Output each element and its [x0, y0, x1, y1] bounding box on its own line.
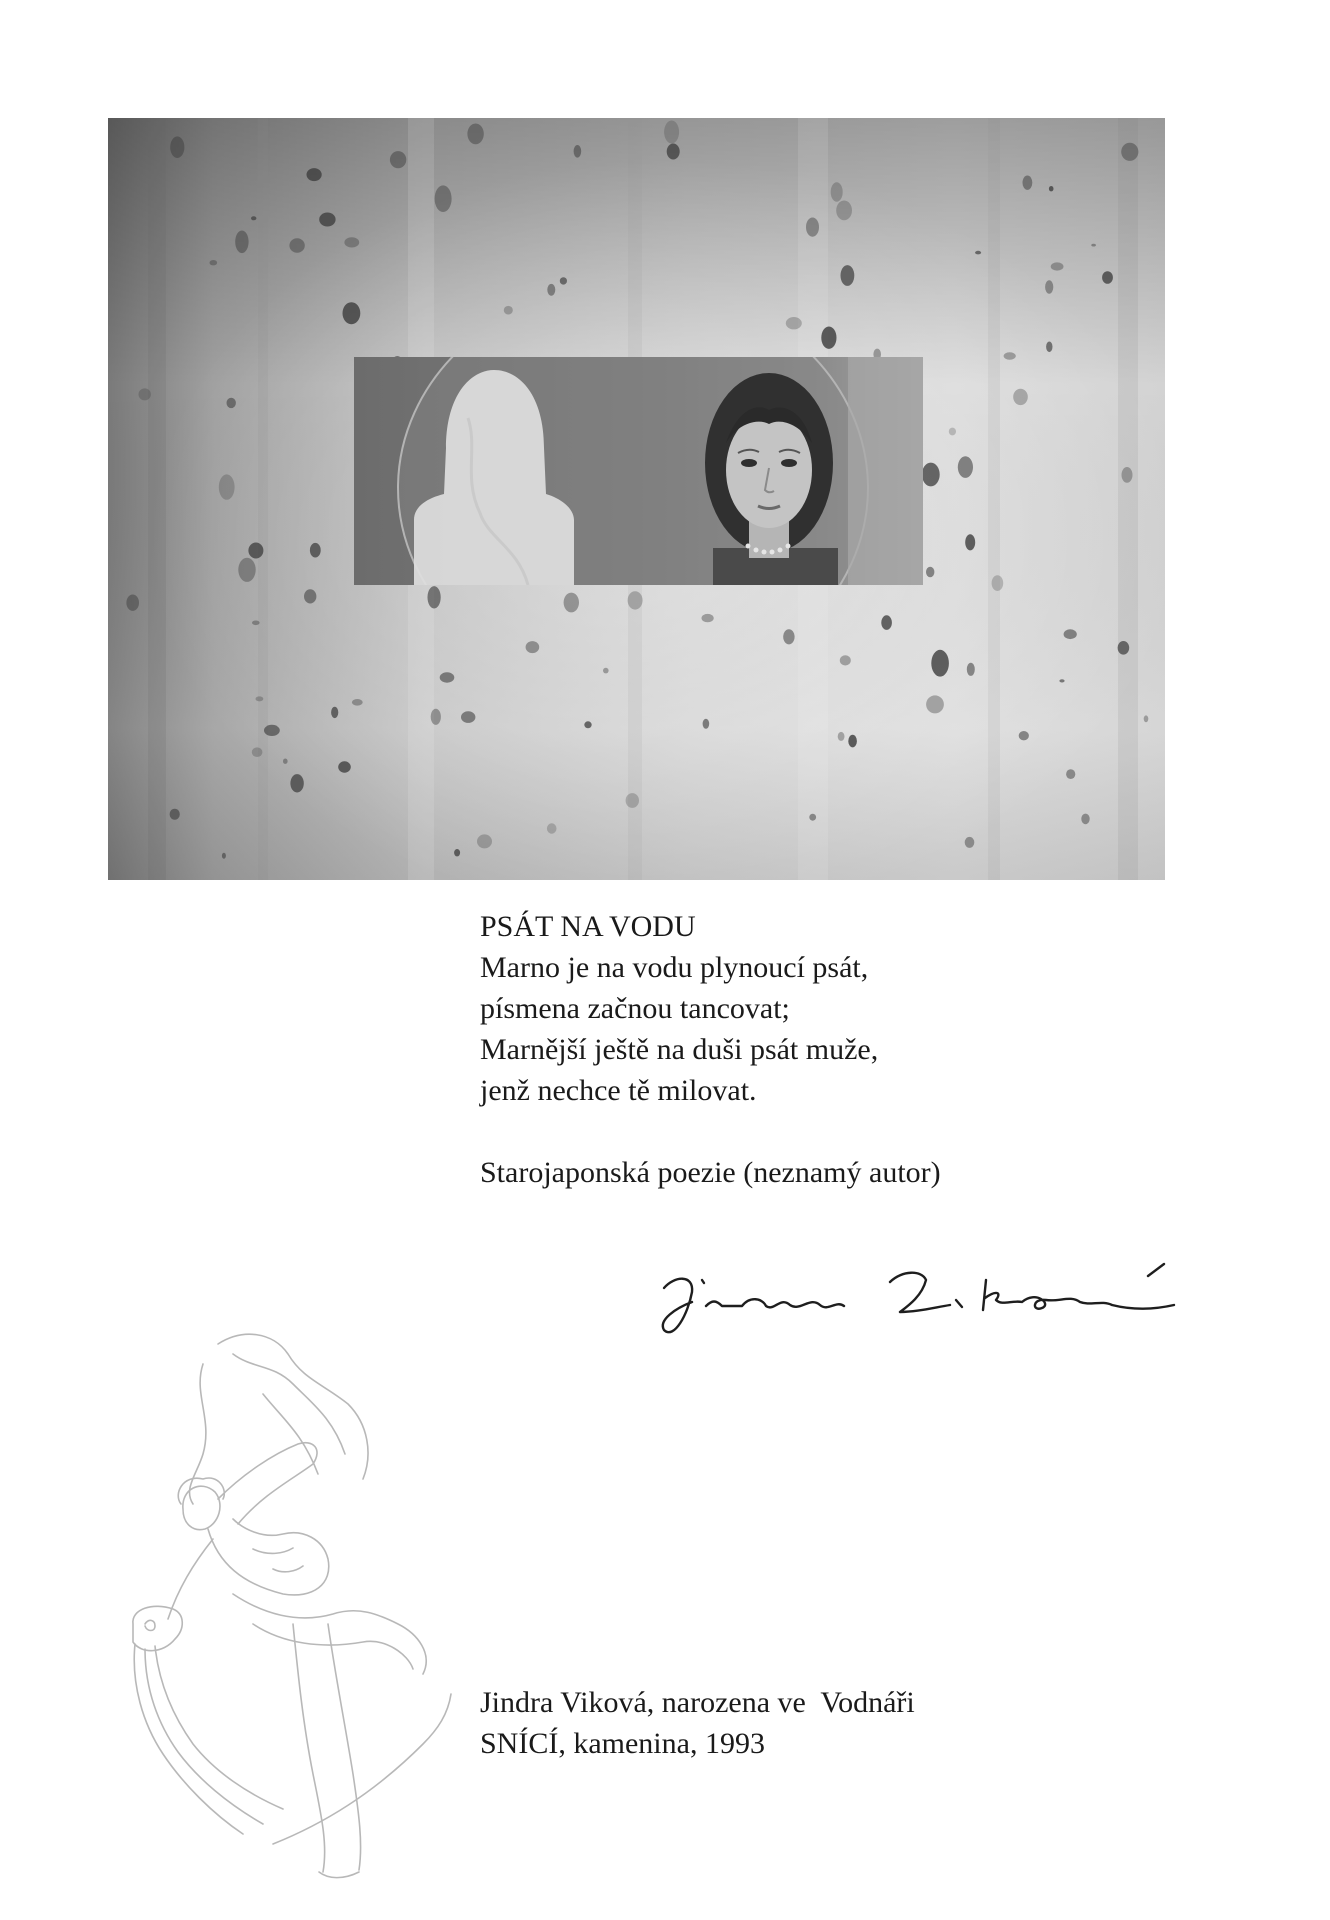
urn-rosette [145, 1620, 155, 1630]
stain-spot [1045, 280, 1053, 294]
stain-spot [290, 774, 303, 792]
poem-source: Starojaponská poezie (neznamý autor) [480, 1156, 941, 1189]
stain-spot [667, 144, 680, 160]
figure-arm-raised [218, 1443, 317, 1524]
stain-spot [222, 853, 226, 859]
stain-spot [139, 388, 151, 400]
poem-line: Marno je na vodu plynoucí psát, [480, 951, 869, 984]
stain-spot [1049, 186, 1054, 191]
streak [1118, 118, 1138, 880]
necklace-bead [770, 550, 775, 555]
aquarius-drawing [123, 1324, 453, 1884]
poem-line: písmena začnou tancovat; [480, 992, 790, 1025]
stain-spot [1004, 352, 1016, 359]
stain-spot [477, 834, 492, 848]
stain-spot [307, 168, 322, 181]
stain-spot [454, 849, 460, 856]
stain-spot [390, 151, 406, 168]
stain-spot [783, 629, 794, 644]
stain-spot [821, 327, 836, 349]
drapery-top [190, 1364, 206, 1504]
stain-spot [1019, 731, 1029, 740]
urn [133, 1606, 182, 1650]
figure-torso [208, 1519, 329, 1595]
water-stream [155, 1646, 283, 1809]
stain-spot [992, 575, 1004, 591]
stain-spot [628, 591, 643, 609]
artwork-caption [480, 1682, 1180, 1764]
stain-spot [461, 711, 475, 723]
poem-line: jenž nechce tě milovat. [480, 1074, 757, 1107]
handwritten-signature [650, 1250, 1180, 1350]
figure-hair [178, 1478, 224, 1504]
stain-spot [504, 306, 513, 315]
stain-spot [440, 672, 455, 682]
poem-line: Marnější ještě na duši psát muže, [480, 1033, 879, 1066]
figure-foot [319, 1872, 359, 1878]
stain-spot [219, 474, 235, 499]
stain-spot [1051, 262, 1064, 270]
stain-spot [1122, 467, 1133, 483]
signature-stroke [983, 1280, 1174, 1310]
poem-title: PSÁT NA VODU [480, 910, 696, 943]
stain-spot [584, 721, 591, 728]
signature-stroke [890, 1273, 950, 1312]
stain-spot [838, 732, 845, 741]
stain-spot [428, 586, 441, 608]
stain-spot [949, 428, 956, 436]
stain-spot [1059, 679, 1064, 682]
stain-spot [210, 260, 218, 265]
streak [258, 118, 268, 880]
stain-spot [547, 823, 557, 833]
drapery-top [218, 1334, 368, 1479]
stain-spot [238, 558, 255, 582]
stain-spot [1023, 176, 1033, 190]
caption-work: SNÍCÍ, kamenina, 1993 [480, 1727, 765, 1760]
stain-spot [967, 663, 975, 676]
stain-spot [703, 719, 710, 729]
stain-spot [283, 759, 288, 764]
girl-portrait [705, 373, 838, 588]
stain-spot [1064, 629, 1077, 639]
signature-stroke [702, 1280, 704, 1283]
stain-spot [264, 725, 280, 736]
stain-spot [560, 277, 567, 284]
stain-spot [227, 398, 236, 408]
artwork-photo [108, 118, 1165, 880]
stain-spot [170, 809, 180, 820]
figure-leg [293, 1624, 325, 1872]
stain-spot [252, 621, 260, 626]
figure-leg [328, 1624, 361, 1870]
stain-spot [626, 793, 639, 808]
stain-spot [352, 699, 363, 706]
figure-chest [253, 1548, 303, 1572]
signature-stroke [1148, 1264, 1164, 1276]
figure-arm-lower [168, 1539, 213, 1619]
stain-spot [809, 814, 816, 821]
signature-stroke [706, 1299, 844, 1307]
stain-spot [126, 595, 139, 611]
necklace-bead [754, 548, 759, 553]
stain-spot [965, 837, 975, 848]
stain-spot [786, 317, 802, 329]
stain-spot [840, 655, 851, 665]
poem [480, 906, 1180, 1193]
panel-light-edge [848, 357, 923, 585]
stain-spot [248, 543, 263, 559]
stain-spot [252, 747, 263, 757]
stain-spot [848, 735, 857, 748]
stain-spot [1081, 814, 1089, 825]
stain-spot [564, 593, 579, 613]
signature-stroke [663, 1279, 692, 1332]
stain-spot [1066, 769, 1075, 779]
signature-stroke [956, 1300, 962, 1307]
streak [148, 118, 166, 880]
stain-spot [922, 463, 940, 487]
stain-spot [958, 456, 973, 478]
stain-spot [343, 302, 361, 324]
necklace-bead [786, 544, 791, 549]
drapery-waist [253, 1624, 413, 1669]
stain-spot [310, 543, 321, 558]
portrait-right-eye [781, 459, 797, 467]
drapery-top [233, 1354, 345, 1454]
stain-spot [344, 237, 359, 247]
streak [988, 118, 1000, 880]
stain-spot [926, 567, 934, 578]
stain-spot [331, 707, 338, 718]
stain-spot [831, 182, 843, 202]
stain-spot [256, 696, 264, 701]
caption-author: Jindra Viková, narozena ve Vodnáři [480, 1686, 915, 1719]
stain-spot [1102, 271, 1113, 284]
necklace-bead [746, 544, 751, 549]
stain-spot [1046, 342, 1052, 353]
stain-spot [304, 589, 316, 603]
stain-spot [841, 265, 855, 286]
stain-spot [1091, 244, 1096, 247]
stain-spot [926, 695, 944, 713]
stain-spot [1121, 143, 1138, 161]
stain-spot [235, 231, 248, 254]
stain-spot [1118, 641, 1130, 655]
stain-spot [975, 251, 981, 255]
stain-spot [338, 761, 351, 772]
water-stream [145, 1649, 263, 1824]
stain-spot [965, 534, 975, 550]
necklace-bead [762, 550, 767, 555]
stain-spot [467, 124, 483, 145]
stain-spot [289, 238, 304, 253]
stain-spot [836, 201, 852, 221]
stain-spot [251, 216, 256, 220]
necklace-bead [778, 548, 783, 553]
stain-spot [431, 709, 441, 725]
figure-head [183, 1486, 220, 1529]
drapery-top [263, 1394, 318, 1474]
stain-spot [1013, 389, 1028, 405]
stain-spot [574, 145, 582, 158]
stain-spot [1144, 715, 1149, 722]
stain-spot [664, 121, 679, 144]
stain-spot [603, 668, 609, 674]
ground-wave [273, 1694, 451, 1844]
stain-spot [435, 185, 452, 212]
portrait-left-eye [741, 459, 757, 467]
stain-spot [319, 213, 335, 227]
stain-spot [931, 650, 949, 677]
stain-spot [526, 641, 540, 653]
stain-spot [547, 284, 555, 296]
stain-spot [806, 218, 819, 237]
stain-spot [702, 614, 714, 622]
stain-spot [170, 136, 184, 158]
stain-spot [881, 615, 892, 630]
